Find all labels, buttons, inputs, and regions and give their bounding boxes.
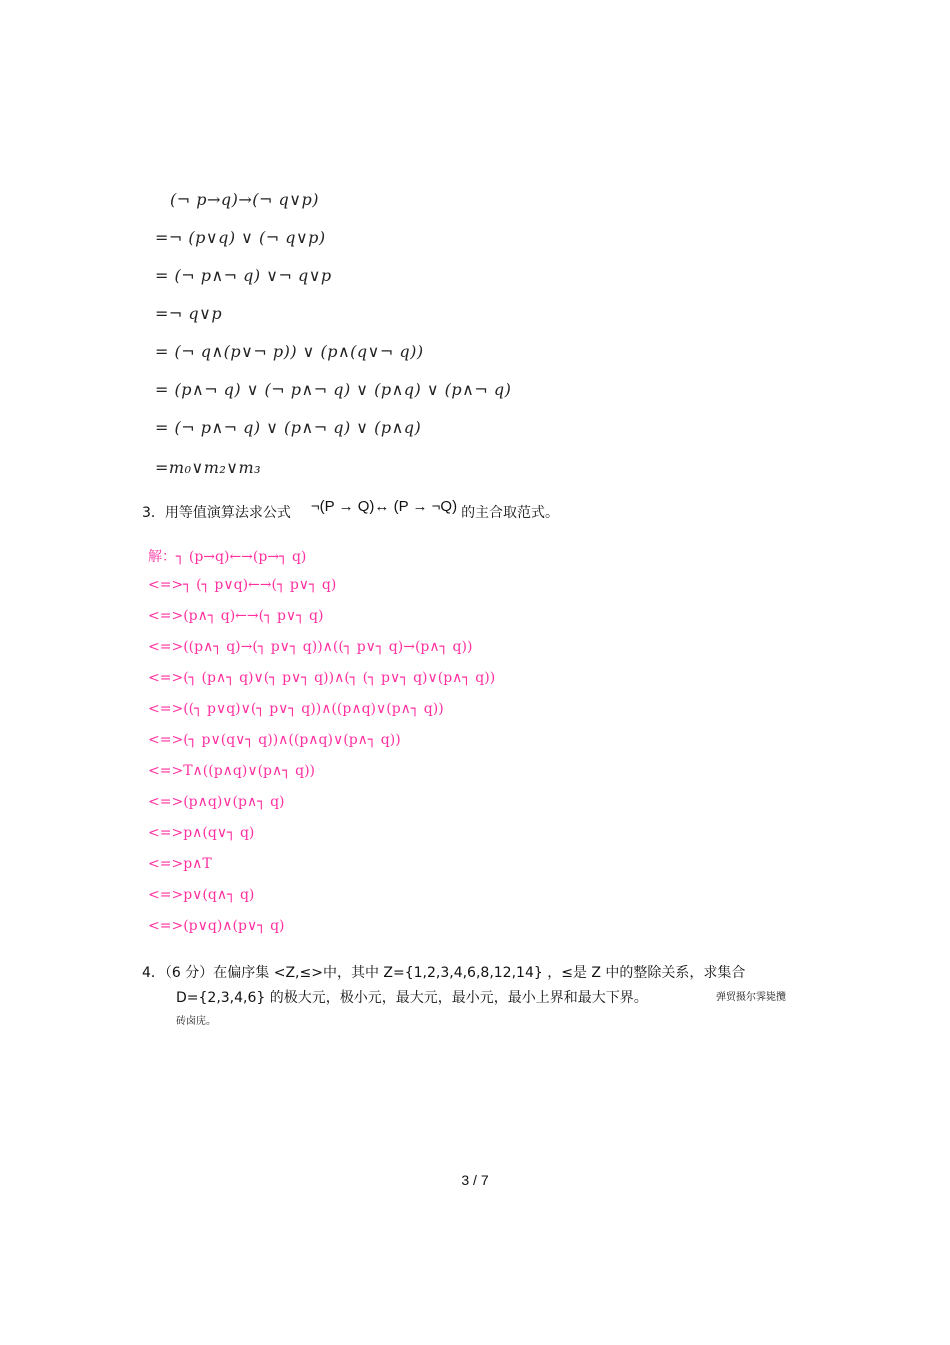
question-3 [142, 498, 560, 522]
question-4-line-1: 4．（6 分）在偏序集 <Z,≤>中，其中 Z={1,2,3,4,6,8,12,14} ，≤是 Z 中的整除关系，求集合 [142, 965, 746, 981]
proof-line: =m₀∨m₂∨m₃ [155, 458, 262, 477]
solution-line: <=>T∧((p∧q)∨(p∧┐ q)) [148, 763, 316, 779]
proof-line: (¬ p→q)→(¬ q∨p) [170, 190, 319, 209]
solution-line: <=>(┐ p∨(q∨┐ q))∧((p∧q)∨(p∧┐ q)) [148, 732, 401, 748]
solution-line: <=>p∧T [148, 856, 212, 872]
solution-line: <=>p∨(q∧┐ q) [148, 887, 255, 903]
proof-line: =¬ q∨p [155, 304, 223, 323]
question-4-line-2: D={2,3,4,6} 的极大元，极小元，最大元，最小元，最小上界和最大下界。 [176, 990, 648, 1006]
solution-line: <=>(p∧q)∨(p∧┐ q) [148, 794, 285, 810]
solution-line: <=>(┐ (p∧┐ q)∨(┐ p∨┐ q))∧(┐ (┐ p∨┐ q)∨(p∧┐ q)) [148, 670, 496, 686]
solution-line: <=>((p∧┐ q)→(┐ p∨┐ q))∧((┐ p∨┐ q)→(p∧┐ q)) [148, 639, 473, 655]
garbled-note: 弹贸摄尔霁毙攬 [716, 992, 786, 1003]
proof-line: = (¬ p∧¬ q) ∨ (p∧¬ q) ∨ (p∧q) [155, 418, 422, 437]
solution-line: <=>(p∧┐ q)←→(┐ p∨┐ q) [148, 608, 324, 624]
solution-line: <=>┐ (┐ p∨q)←→(┐ p∨┐ q) [148, 577, 337, 593]
solution-line: <=>((┐ p∨q)∨(┐ p∨┐ q))∧((p∧q)∨(p∧┐ q)) [148, 701, 444, 717]
solution-line: <=>p∧(q∨┐ q) [148, 825, 255, 841]
proof-line: = (p∧¬ q) ∨ (¬ p∧¬ q) ∨ (p∧q) ∨ (p∧¬ q) [155, 380, 512, 399]
solution-line: 解：┐ (p→q)←→(p→┐ q) [148, 549, 307, 565]
question-text: 用等值演算法求公式 [164, 505, 291, 521]
proof-line: = (¬ p∧¬ q) ∨¬ q∨p [155, 266, 332, 285]
solution-line: <=>(p∨q)∧(p∨┐ q) [148, 918, 285, 934]
page-number: 3 / 7 [461, 1172, 489, 1188]
question-text-tail: 的主合取范式。 [461, 505, 560, 521]
proof-line: = (¬ q∧(p∨¬ p)) ∨ (p∧(q∨¬ q)) [155, 342, 424, 361]
garbled-note-tail: 砖卤庑。 [176, 1016, 216, 1027]
question-formula: ¬(P → Q)↔ (P → ¬Q) [310, 498, 458, 515]
question-number: 3． [142, 505, 165, 521]
proof-line: =¬ (p∨q) ∨ (¬ q∨p) [155, 228, 326, 247]
